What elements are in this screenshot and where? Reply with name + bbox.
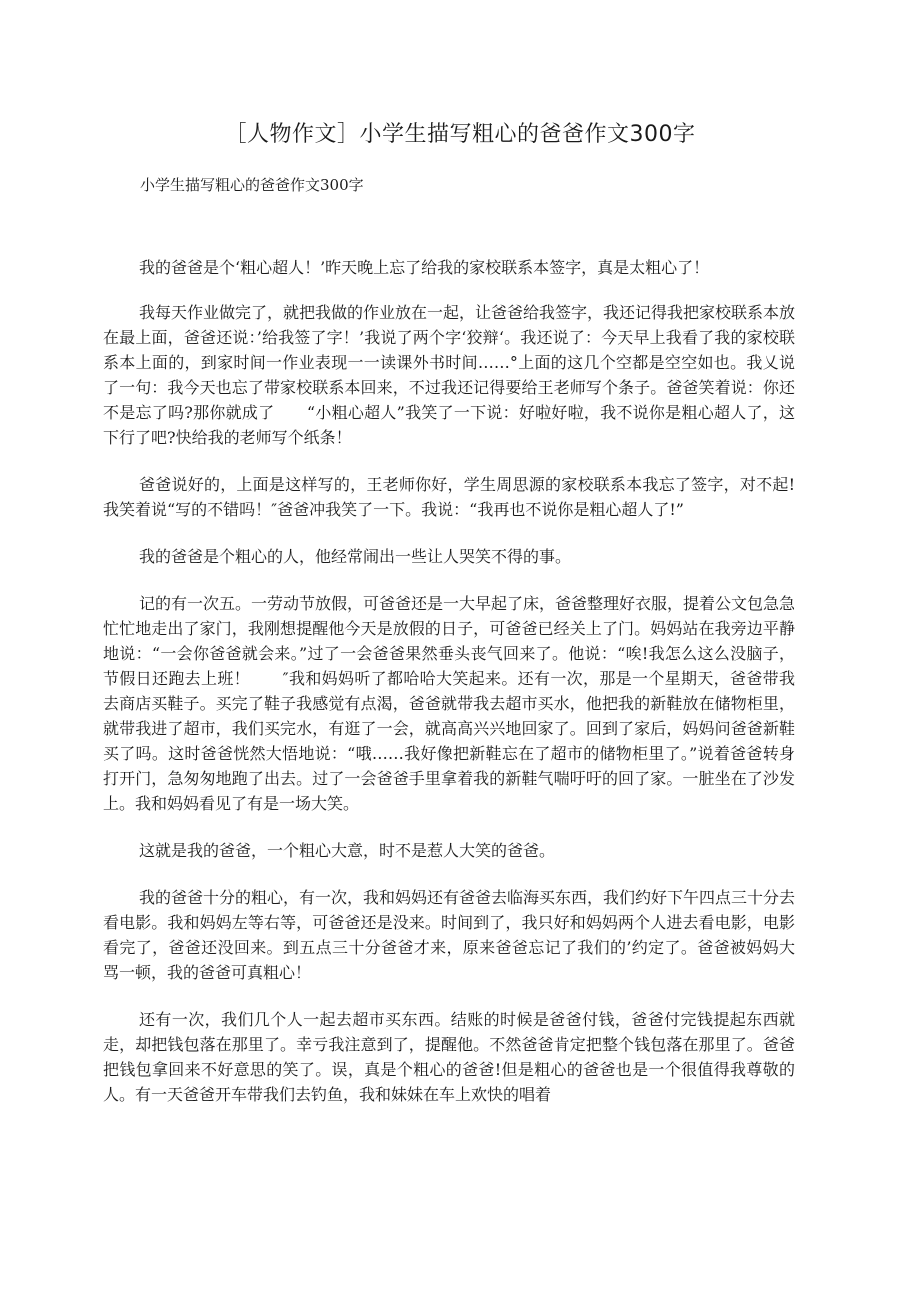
- page-subtitle: 小学生描写粗心的爸爸作文300字: [140, 176, 364, 194]
- paragraph: 爸爸说好的，上面是这样写的，王老师你好，学生周思源的家校联系本我忘了签字，对不起!我笑着说“写的不错吗！″爸爸冲我笑了一下。我说：“我再也不说你是粗心超人了!”: [103, 475, 795, 519]
- paragraph: 还有一次，我们几个人一起去超市买东西。结账的时候是爸爸付钱，爸爸付完钱提起东西就走，却把钱包落在那里了。幸亏我注意到了，提醒他。不然爸爸肯定把整个钱包落在那里了。爸爸把钱包拿回来不好意思的笑了。误，真是个粗心的爸爸!但是粗心的爸爸也是一个很值得我尊敬的人。有一天爸爸开车带我们去钓鱼，我和妹妹在车上欢快的唱着: [103, 1010, 795, 1104]
- paragraph: 记的有一次五。一劳动节放假，可爸爸还是一大早起了床，爸爸整理好衣服，提着公文包急急忙忙地走出了家门，我刚想提醒他今天是放假的日子，可爸爸已经关上了门。妈妈站在我旁边平静地说：“一会你爸爸就会来。”过了一会爸爸果然垂头丧气回来了。他说：“唉!我怎么这么没脑子，节假日还跑去上班！ ″我和妈妈听了都哈哈大笑起来。还有一次，那是一个星期天，爸爸带我去商店买鞋子。买完了鞋子我感觉有点渴，爸爸就带我去超市买水，他把我的新鞋放在储物柜里，就带我进了超市，我们买完水，有逛了一会，就高高兴兴地回家了。回到了家后，妈妈问爸爸新鞋买了吗。这时爸爸恍然大悟地说：“哦……我好像把新鞋忘在了超市的储物柜里了。”说着爸爸转身打开门，急匆匆地跑了出去。过了一会爸爸手里拿着我的新鞋气喘吁吁的回了家。一脏坐在了沙发上。我和妈妈看见了有是一场大笑。: [103, 594, 796, 813]
- paragraph: 我每天作业做完了，就把我做的作业放在一起，让爸爸给我签字，我还记得我把家校联系本放在最上面，爸爸还说：’给我签了字！’我说了两个字‘狡辩‘。我还说了：今天早上我看了我的家校联系本上面的，到家时间一作业表现一一读课外书时间……°上面的这几个空都是空空如也。我乂说了一句：我今天也忘了带家校联系本回来，不过我还记得要给王老师写个条子。爸爸笑着说：你还不是忘了吗?那你就成了 “小粗心超人”我笑了一下说：好啦好啦，我不说你是粗心超人了，这下行了吧?快给我的老师写个纸条！: [103, 303, 796, 447]
- paragraph: 我的爸爸是个‘粗心超人！’昨天晚上忘了给我的家校联系本签字，真是太粗心了！: [139, 258, 710, 277]
- paragraph: 这就是我的爸爸，一个粗心大意，时不是惹人大笑的爸爸。: [139, 841, 556, 860]
- paragraph: 我的爸爸十分的粗心，有一次，我和妈妈还有爸爸去临海买东西，我们约好下午四点三十分去看电影。我和妈妈左等右等，可爸爸还是没来。时间到了，我只好和妈妈两个人进去看电影，电影看完了，爸爸还没回来。到五点三十分爸爸才来，原来爸爸忘记了我们的’约定了。爸爸被妈妈大骂一顿，我的爸爸可真粗心！: [103, 888, 796, 982]
- article-body: [103, 255, 795, 1129]
- paragraph: 我的爸爸是个粗心的人，他经常闹出一些让人哭笑不得的事。: [139, 547, 572, 566]
- page-title: ［人物作文］小学生描写粗心的爸爸作文300字: [224, 122, 696, 147]
